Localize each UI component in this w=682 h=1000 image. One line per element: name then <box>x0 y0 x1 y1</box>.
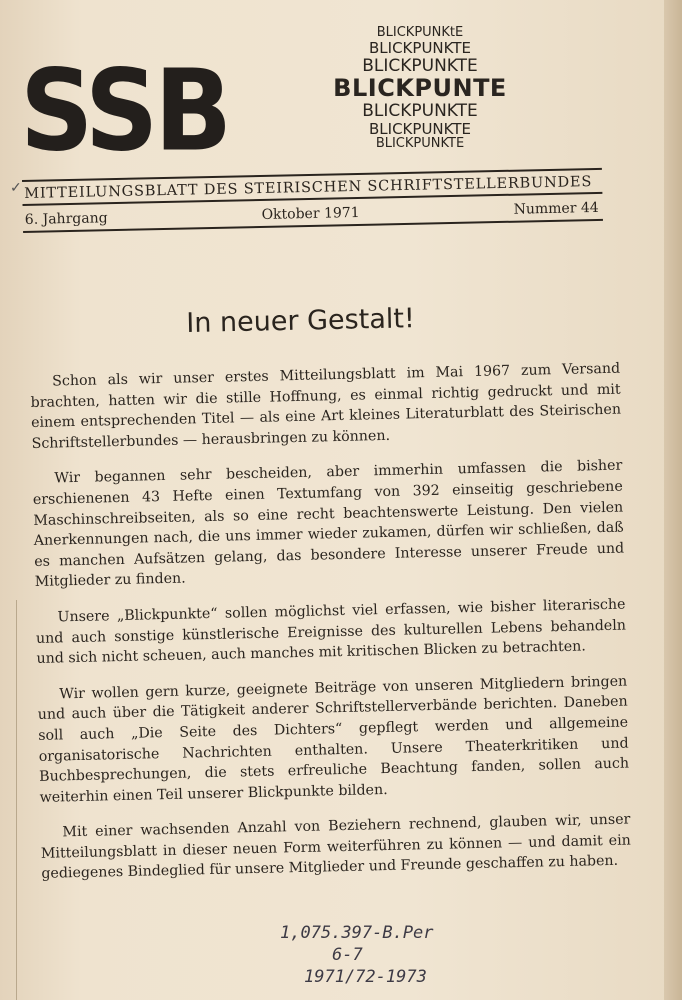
article-paragraph: Schon als wir unser erstes Mitteilungsblatt im Mai 1967 zum Versand brachten, hatten wir die stille Hoffnung, es einmal richtig gedruckt und mit einem entsprechenden Titel — als eine Art kleines Literaturblatt des Steirischen Schriftstellerbundes — herausbringen zu können. <box>30 360 622 452</box>
article-paragraph: Wir wollen gern kurze, geeignete Beiträge von unseren Mitgliedern bringen und auch über die Tätigkeit anderer Schriftstellerverbände berichten. Daneben soll auch „Die Seite des Dichters“ gepflegt werden und allgemeine organisatorische Nachrichten enthalten. Unsere Theaterkritiken und Buchbesprechungen, die stets erfreuliche Beachtung fanden, sollen auch weiterhin einen Teil unserer Blickpunkte bilden. <box>37 673 630 806</box>
handwritten-shelfmark <box>280 922 434 988</box>
masthead-subtitle: MITTEILUNGSBLATT DES STEIRISCHEN SCHRIFTSTELLERBUNDES <box>24 174 593 202</box>
article-paragraph: Wir begannen sehr bescheiden, aber immerhin umfassen die bisher erschienenen 43 Hefte einen Textumfang von 392 einseitig geschriebene Maschinschreibseiten, als so eine recht beachtenswerte Leistung. Den vielen Anerkennungen nach, die uns immer wieder zukamen, dürfen wir schließen, daß es manchen Aufsätzen gelang, das besondere Interesse unserer Freude und Mitglieder zu finden. <box>32 457 625 591</box>
article-headline: In neuer Gestalt! <box>186 303 416 339</box>
blickpunkte-line: BLICKPUNKTE <box>369 39 471 58</box>
shelfmark-line: 6-7 <box>332 945 363 965</box>
issue-number: Nummer 44 <box>513 199 599 218</box>
blickpunkte-line: BLICKPUNKtE <box>376 25 464 40</box>
blickpunkte-line: BLICKPUNKTE <box>362 55 478 76</box>
blickpunkte-line: BLICKPUNKTE <box>369 119 471 138</box>
issue-date: Oktober 1971 <box>261 204 360 223</box>
page-edge <box>664 0 682 1000</box>
page-fold <box>16 600 17 1000</box>
blickpunkte-title: BLICKPUNTE <box>333 74 507 103</box>
article-paragraph: Mit einer wachsenden Anzahl von Beziehern rechnend, glauben wir, unser Mitteilungsblatt in dieser neuen Form weiterführen zu können — und damit ein gediegenes Bindeglied für unsere Mitglieder und Freunde geschaffen zu haben. <box>40 811 631 883</box>
article-paragraph: Unsere „Blickpunkte“ sollen möglichst viel erfassen, wie bisher literarische und auch sonstige künstlerische Ereignisse des kulturellen Lebens behandeln und sich nicht scheuen, auch manches mit kritischen Blicken zu betrachten. <box>35 596 627 668</box>
ssb-logo: SSB <box>20 46 229 177</box>
shelfmark-line: 1,075.397-B.Per <box>280 923 434 943</box>
masthead <box>22 168 603 233</box>
blickpunkte-stack <box>300 26 540 151</box>
volume-label: 6. Jahrgang <box>24 210 108 228</box>
article-body <box>30 359 632 900</box>
blickpunkte-line: BLICKPUNKTE <box>375 136 465 152</box>
check-mark-icon: ✓ <box>10 180 22 196</box>
blickpunkte-line: BLICKPUNKTE <box>362 100 478 121</box>
shelfmark-line: 1971/72-1973 <box>304 967 427 987</box>
